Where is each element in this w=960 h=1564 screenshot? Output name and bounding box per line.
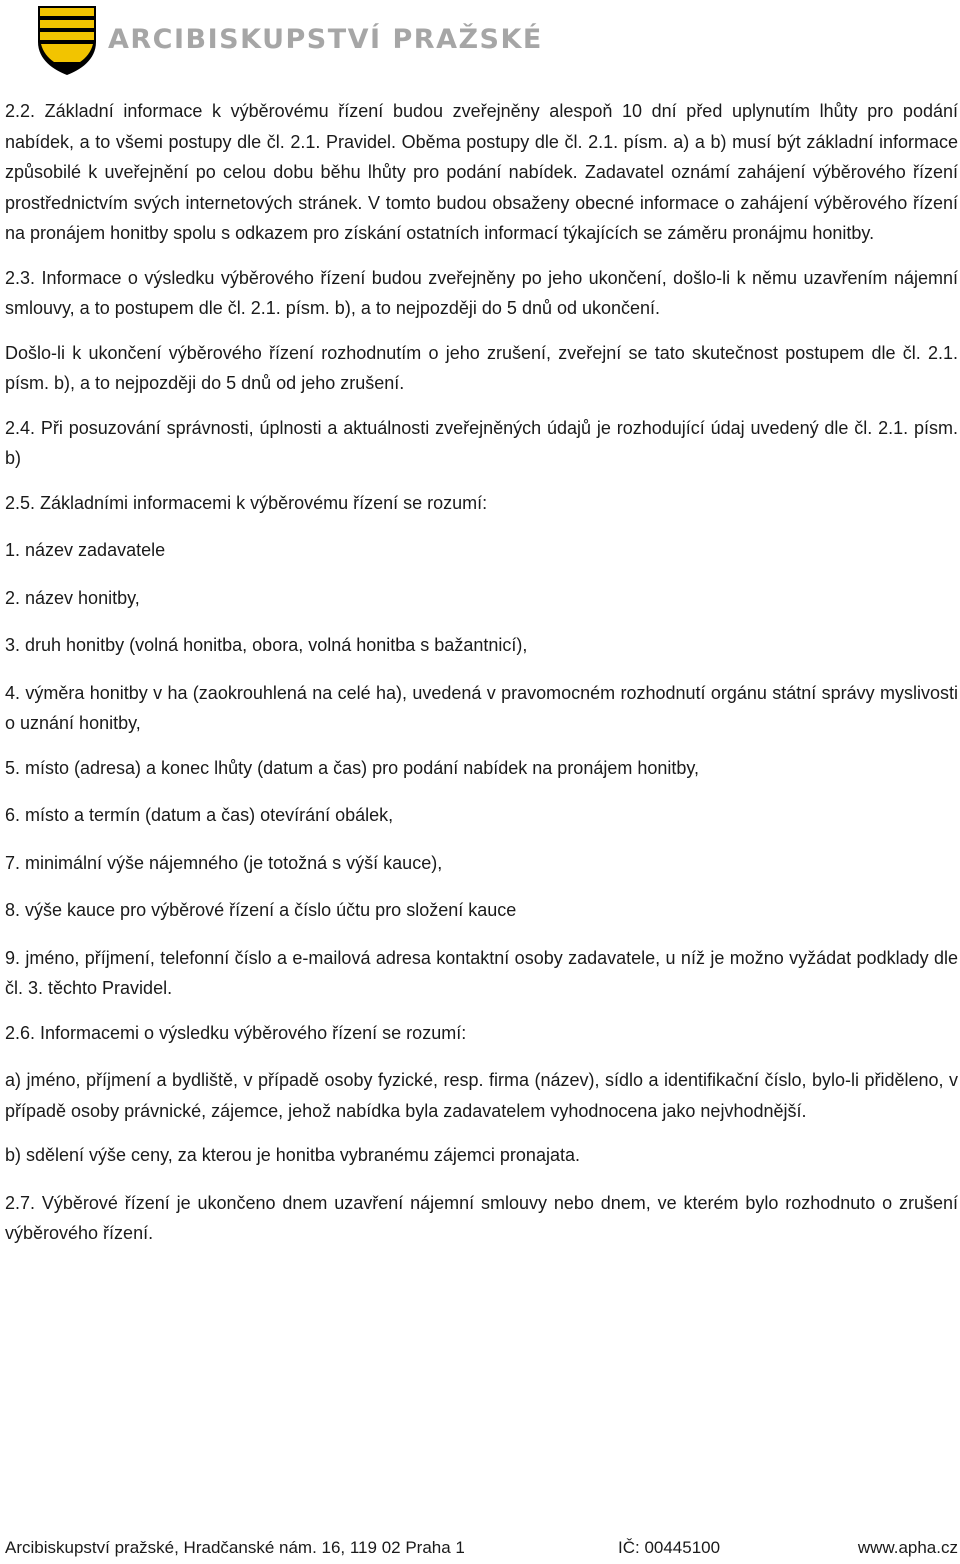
coat-of-arms-logo-icon [36, 4, 98, 76]
list-item-4: 4. výměra honitby v ha (zaokrouhlená na celé ha), uvedená v pravomocném rozhodnutí orgánu státní správy myslivosti o uznání honitby, [5, 682, 958, 733]
list-item-5: 5. místo (adresa) a konec lhůty (datum a čas) pro podání nabídek na pronájem honitby, [5, 757, 700, 778]
paragraph-2-5: 2.5. Základními informacemi k výběrovému řízení se rozumí: [5, 492, 488, 513]
footer-address: Arcibiskupství pražské, Hradčanské nám. 16, 119 02 Praha 1 [5, 1538, 465, 1557]
paragraph-2-7: 2.7. Výběrové řízení je ukončeno dnem uzavření nájemní smlouvy nebo dnem, ve kterém bylo rozhodnuto o zrušení výběrového řízení. [5, 1192, 958, 1243]
paragraph-2-6: 2.6. Informacemi o výsledku výběrového řízení se rozumí: [5, 1022, 467, 1043]
document-body [5, 96, 958, 1263]
result-item-b: b) sdělení výše ceny, za kterou je honitba vybranému zájemci pronajata. [5, 1145, 580, 1165]
paragraph-2-2: 2.2. Základní informace k výběrovému řízení budou zveřejněny alespoň 10 dní před uplynutím lhůty pro podání nabídek, a to všemi postupy dle čl. 2.1. Pravidel. Oběma postupy dle čl. 2.1. písm. a) a b) musí být základní informace způsobilé k uveřejnění po celou dobu běhu lhůty pro podání nabídek. Zadavatel oznámí zahájení výběrového řízení prostřednictvím svých internetových stránek. V tomto budou obsaženy obecné informace o zahájení výběrového řízení na pronájem honitby spolu s odkazem pro získání ostatních informací týkajících se záměru pronájmu honitby. [5, 101, 958, 243]
list-item-3: 3. druh honitby (volná honitba, obora, volná honitba s bažantnicí), [5, 635, 528, 655]
result-item-a: a) jméno, příjmení a bydliště, v případě osoby fyzické, resp. firma (název), sídlo a identifikační číslo, bylo-li přiděleno, v případě osoby právnické, zájemce, jehož nabídka byla zadavatelem vyhodnocena jako nejvhodnější. [5, 1070, 958, 1121]
paragraph-2-4: 2.4. Při posuzování správnosti, úplnosti a aktuálnosti zveřejněných údajů je rozhodující údaj uvedený dle čl. 2.1. písm. b) [5, 417, 958, 468]
page-header [36, 4, 596, 76]
page-footer [5, 1538, 958, 1562]
list-item-9: 9. jméno, příjmení, telefonní číslo a e-mailová adresa kontaktní osoby zadavatele, u níž je možno vyžádat podklady dle čl. 3. těchto Pravidel. [5, 947, 958, 998]
list-item-7: 7. minimální výše nájemného (je totožná s výší kauce), [5, 852, 443, 873]
organization-logo-text: ARCIBISKUPSTVÍ PRAŽSKÉ [108, 24, 543, 55]
paragraph-2-3: 2.3. Informace o výsledku výběrového řízení budou zveřejněny po jeho ukončení, došlo-li k němu uzavřením nájemní smlouvy, a to postupem dle čl. 2.1. písm. b), a to nejpozději do 5 dnů od ukončení. [5, 267, 958, 318]
list-item-8: 8. výše kauce pro výběrové řízení a číslo účtu pro složení kauce [5, 900, 517, 920]
list-item-1: 1. název zadavatele [5, 540, 166, 560]
footer-website: www.apha.cz [857, 1538, 958, 1557]
paragraph-cancellation: Došlo-li k ukončení výběrového řízení rozhodnutím o jeho zrušení, zveřejní se tato skutečnost postupem dle čl. 2.1. písm. b), a to nejpozději do 5 dnů od jeho zrušení. [5, 342, 958, 393]
list-item-2: 2. název honitby, [5, 587, 140, 608]
list-item-6: 6. místo a termín (datum a čas) otevírání obálek, [5, 805, 394, 825]
footer-company-id: IČ: 00445100 [618, 1538, 721, 1557]
